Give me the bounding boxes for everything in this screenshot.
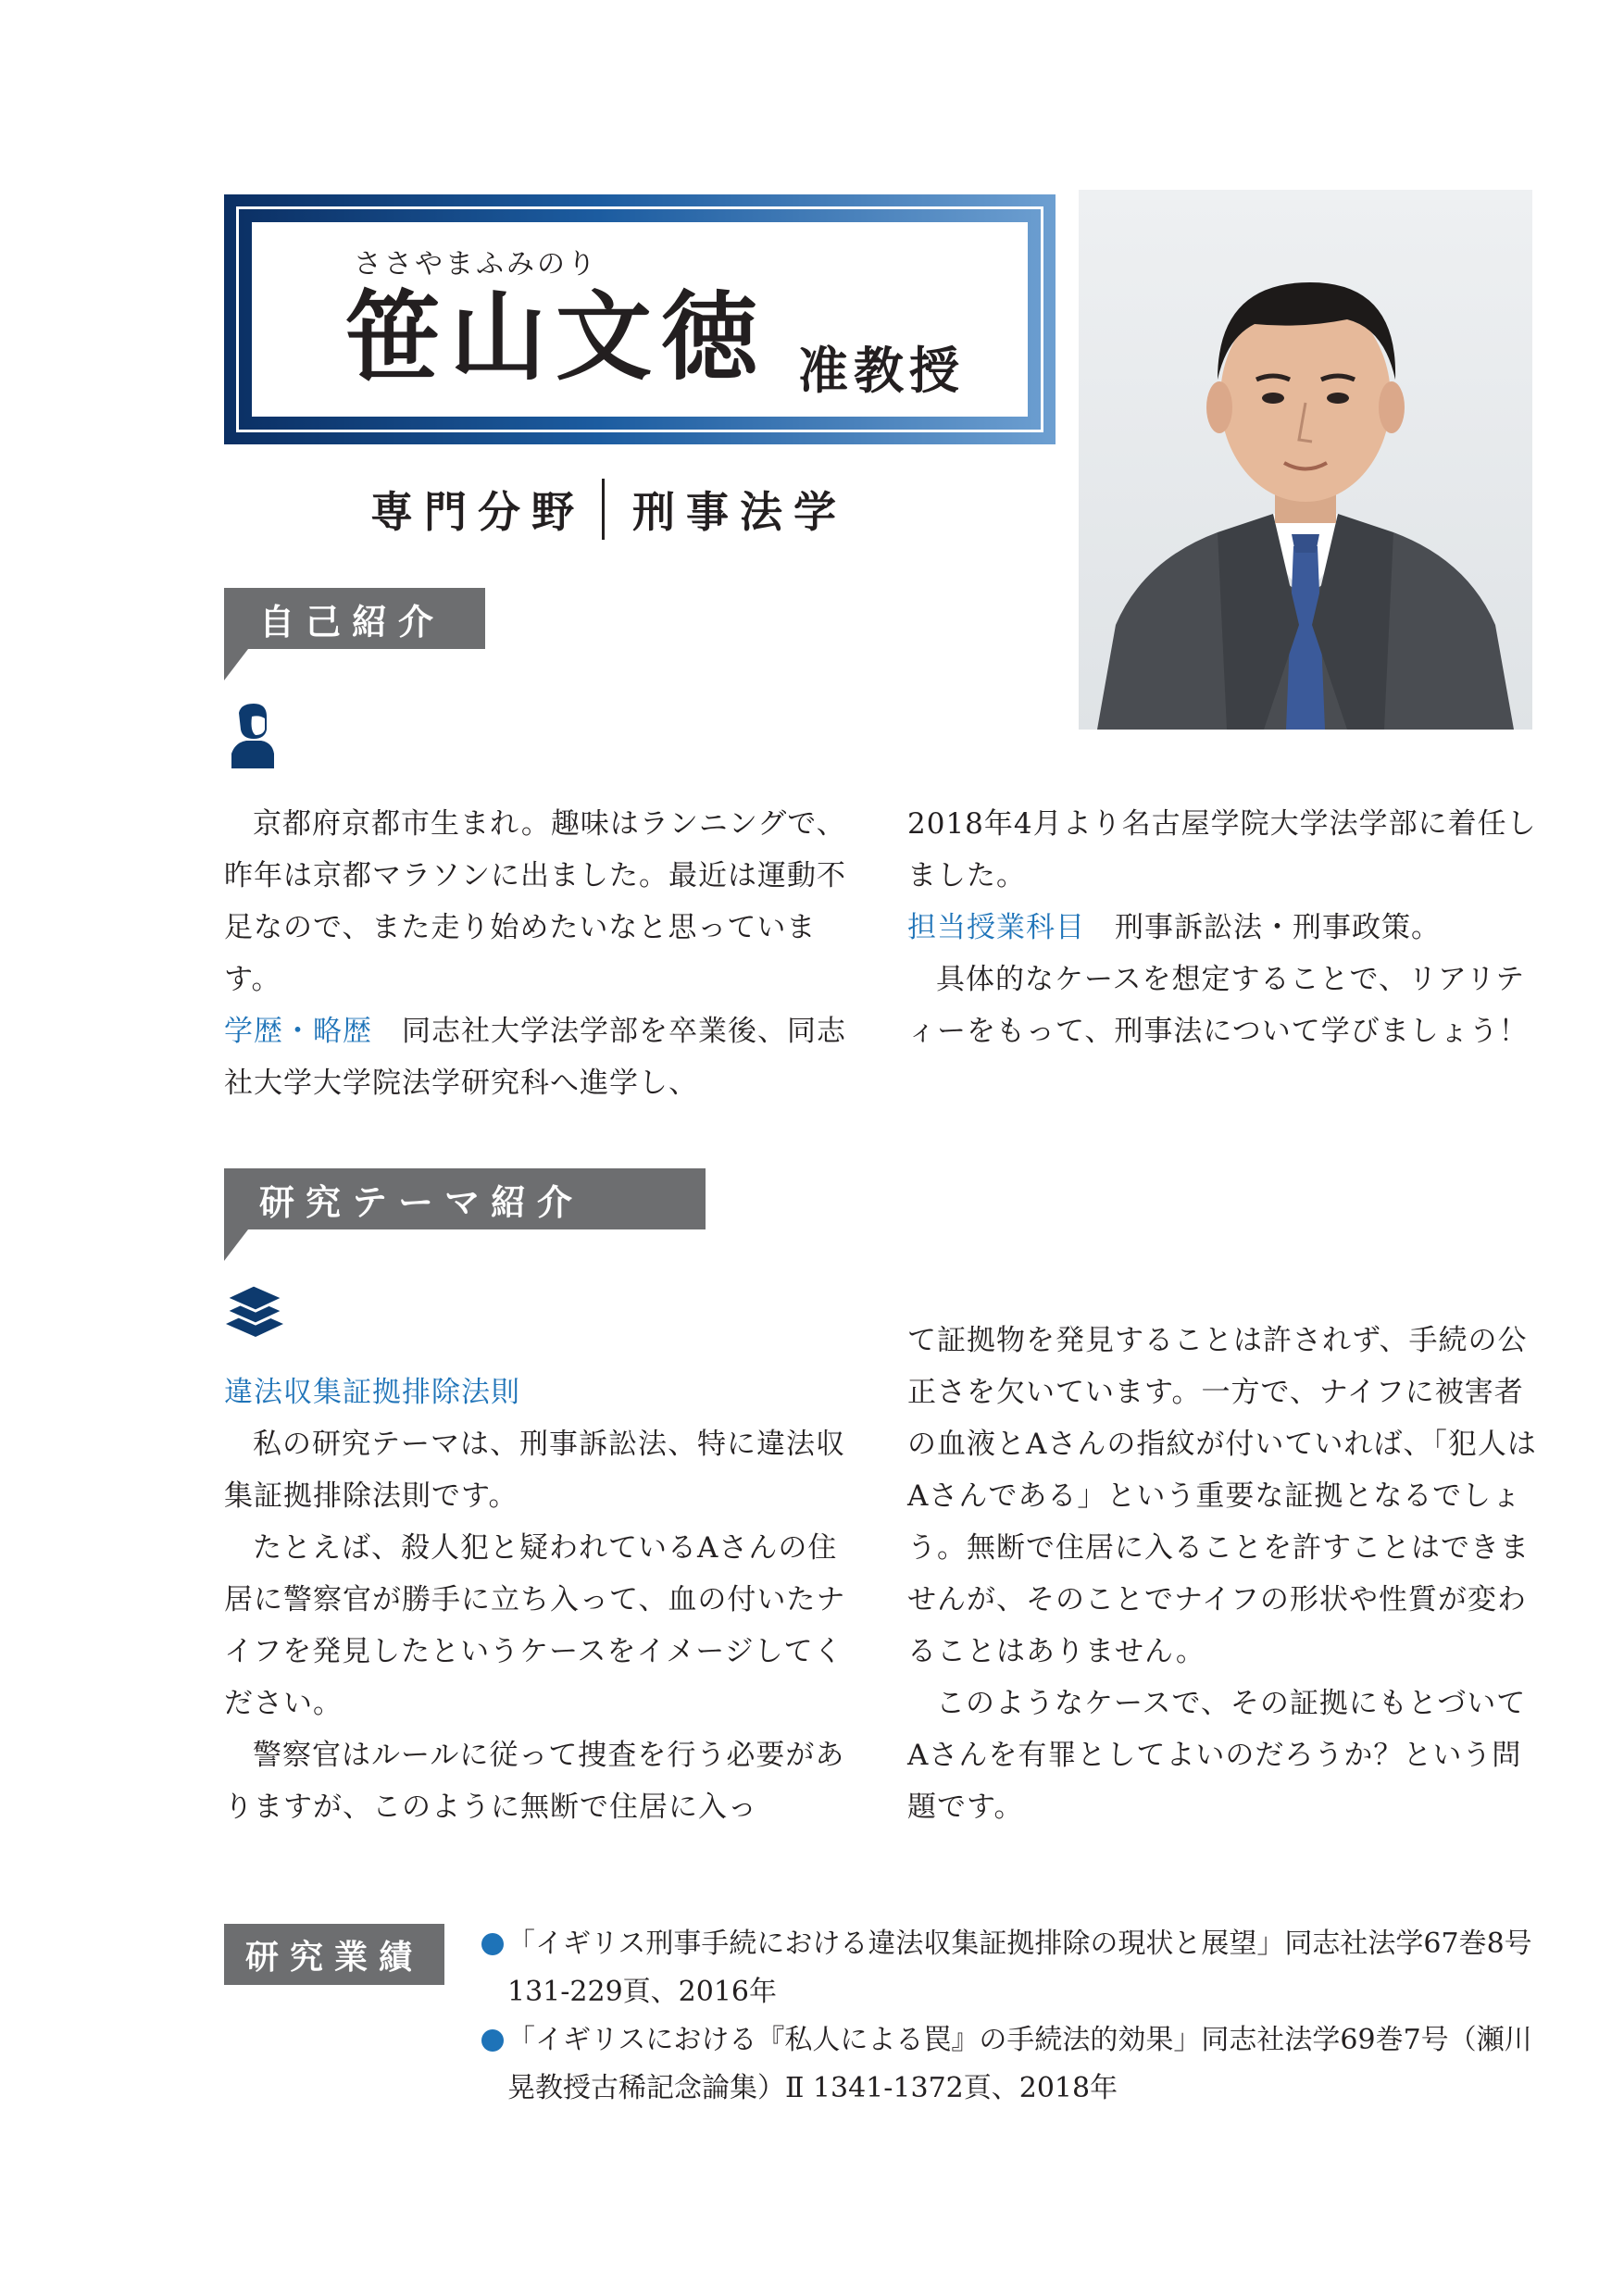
research-right-column (907, 1315, 1546, 1833)
section-header-intro (224, 588, 485, 649)
intro-career-continued: 2018年4月より名古屋学院大学法学部に着任しました。 (907, 807, 1537, 892)
courses-label: 担当授業科目 (907, 911, 1085, 944)
name-plate-inner (252, 222, 1028, 417)
intro-paragraph-1: 京都府京都市生まれ。趣味はランニングで、昨年は京都マラソンに出ました。最近は運動不足なので、また走り始めたいなと思っています。 (224, 807, 846, 996)
research-paragraph-1: 私の研究テーマは、刑事訴訟法、特に違法収集証拠排除法則です。 (224, 1428, 845, 1513)
work-item (481, 2016, 1546, 2113)
section-title-research: 研究テーマ紹介 (259, 1181, 584, 1223)
person-icon (224, 702, 280, 768)
specialty-value: 刑事法学 (632, 487, 847, 537)
research-paragraph-2: たとえば、殺人犯と疑われているAさんの住居に警察官が勝手に立ち入って、血の付いたナイフを発見したというケースをイメージしてください。 (224, 1531, 846, 1720)
name-ruby: ささやまふみのり (354, 248, 598, 281)
professor-rank: 准教授 (798, 341, 965, 400)
research-paragraph-3-end: て証拠物を発見することは許されず、手続の公正さを欠いています。一方で、ナイフに被害者の血液とAさんの指紋が付いていれば、「犯人はAさんである」という重要な証拠となるでしょう。無断で住居に入ることを許すことはできませんが、そのことでナイフの形状や性質が変わることはありません。 (907, 1324, 1537, 1668)
work-text: 「イギリス刑事手続における違法収集証拠排除の現状と展望」同志社法学67巻8号 131-229頁、2016年 (507, 1928, 1532, 2008)
research-paragraph-3-start: 警察官はルールに従って捜査を行う必要がありますが、このように無断で住居に入っ (224, 1739, 845, 1824)
works-list (481, 1920, 1546, 2113)
courses-text: 刑事訴訟法・刑事政策。 (1115, 911, 1441, 944)
section-header-research (224, 1168, 706, 1229)
professor-name: 笹山文徳 (344, 280, 768, 393)
intro-courses (907, 902, 1546, 954)
specialty-line (370, 477, 847, 542)
portrait-photo (1079, 190, 1532, 730)
intro-career: 学歴・略歴 同志社大学法学部を卒業後、同志社大学大学院法学研究科へ進学し、 (224, 1015, 846, 1100)
blue-dot-icon (481, 1933, 504, 1955)
work-item (481, 1920, 1546, 2016)
section-header-works (224, 1924, 444, 1985)
work-text: 「イギリスにおける『私人による罠』の手続法的効果」同志社法学69巻7号（瀬川晃教授古稀記念論集）Ⅱ 1341-1372頁、2018年 (507, 2024, 1532, 2104)
intro-left-column (224, 798, 854, 1109)
career-label: 学歴・略歴 (224, 1015, 372, 1048)
section-title-works: 研究業績 (244, 1938, 423, 1977)
intro-paragraph-3: 具体的なケースを想定することで、リアリティーをもって、刑事法について学びましょう！ (907, 963, 1529, 1048)
books-icon (222, 1283, 287, 1339)
specialty-divider (602, 479, 605, 540)
section-title-intro: 自己紹介 (259, 601, 445, 643)
specialty-label: 専門分野 (370, 487, 585, 537)
intro-right-column (907, 798, 1546, 1057)
research-paragraph-4: このようなケースで、その証拠にもとづいてAさんを有罪としてよいのだろうか？という問題です。 (907, 1687, 1527, 1824)
research-subtitle: 違法収集証拠排除法則 (224, 1376, 520, 1409)
portrait-illustration (1079, 190, 1532, 730)
name-plate (224, 194, 1056, 444)
research-left-column (224, 1366, 854, 1833)
blue-dot-icon (481, 2029, 504, 2052)
